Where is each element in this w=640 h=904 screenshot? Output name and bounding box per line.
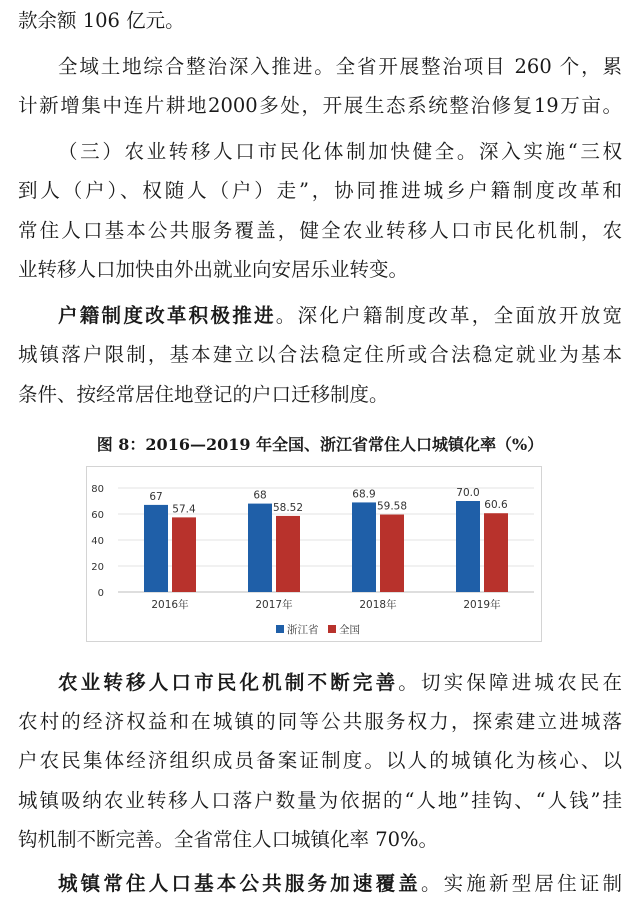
bar-zhejiang [144,505,168,592]
bar-zhejiang [352,502,376,592]
data-label: 68.9 [352,488,376,501]
data-label: 59.58 [376,500,408,513]
bar-zhejiang [456,501,480,592]
section-heading: 城镇常住人口基本公共服务加速覆盖 [58,872,421,895]
data-label: 67 [149,490,163,503]
data-label: 68 [253,489,267,502]
legend-label: 浙江省 [287,624,319,636]
paragraph-line: （三）农业转移人口市民化体制加快健全。深入实施“三权 [58,140,622,163]
data-label: 58.52 [272,501,304,514]
paragraph-line: 农村的经济权益和在城镇的同等公共服务权力，探索建立进城落 [18,710,622,733]
legend-swatch [328,625,336,633]
paragraph-line: 计新增集中连片耕地2000多处，开展生态系统整治修复19万亩。 [18,94,622,117]
bar-national [172,517,196,592]
y-tick-label: 80 [91,484,104,495]
paragraph-line: 条件、按经常居住地登记的户口迁移制度。 [18,383,389,406]
paragraph-line: 到人（户）、权随人（户）走”，协同推进城乡户籍制度改革和 [18,179,622,202]
x-tick-label: 2018年 [359,599,397,611]
data-label: 70.0 [456,487,480,499]
paragraph-line: 城镇吸纳农业转移人口落户数量为依据的“人地”挂钩、“人钱”挂 [18,789,622,812]
y-tick-label: 60 [91,510,104,521]
data-label: 57.4 [172,503,196,516]
y-tick-label: 0 [97,588,104,599]
bar-national [484,513,508,592]
paragraph-line: 常住人口基本公共服务覆盖，健全农业转移人口市民化机制，农 [18,219,622,242]
paragraph-line [58,672,622,694]
x-tick-label: 2016年 [151,599,189,611]
x-tick-label: 2017年 [255,599,293,611]
paragraph-line [58,305,622,327]
figure-caption: 图 8：2016—2019 年全国、浙江省常住人口城镇化率（%） [96,435,544,454]
y-tick-label: 40 [91,536,104,547]
paragraph-line: 业转移人口加快由外出就业向安居乐业转变。 [18,258,409,281]
paragraph-line: 款余额 106 亿元。 [18,9,185,32]
paragraph-line: 全域土地综合整治深入推进。全省开展整治项目 260 个，累 [58,55,622,78]
paragraph-text: 。切实保障进城农民在 [398,671,622,694]
paragraph-line [58,873,622,895]
paragraph-text: 。实施新型居住证制 [420,872,622,895]
paragraph-line: 城镇落户限制，基本建立以合法稳定住所或合法稳定就业为基本 [18,343,622,366]
chart-legend [276,623,360,636]
bar-chart [86,466,542,642]
x-tick-label: 2019年 [463,599,501,611]
bar-national [276,516,300,592]
section-heading: 户籍制度改革积极推进 [58,304,276,327]
paragraph-line: 户农民集体经济组织成员备案证制度。以人的城镇化为核心、以 [18,749,622,772]
paragraph-text: 。深化户籍制度改革，全面放开放宽 [275,304,622,327]
data-label: 60.6 [484,499,508,512]
section-heading: 农业转移人口市民化机制不断完善 [58,671,399,694]
paragraph-line: 钩机制不断完善。全省常住人口城镇化率 70%。 [18,828,439,851]
bar-national [380,515,404,592]
y-tick-label: 20 [91,562,104,573]
bar-zhejiang [248,504,272,592]
legend-swatch [276,625,284,633]
legend-label: 全国 [339,624,360,636]
